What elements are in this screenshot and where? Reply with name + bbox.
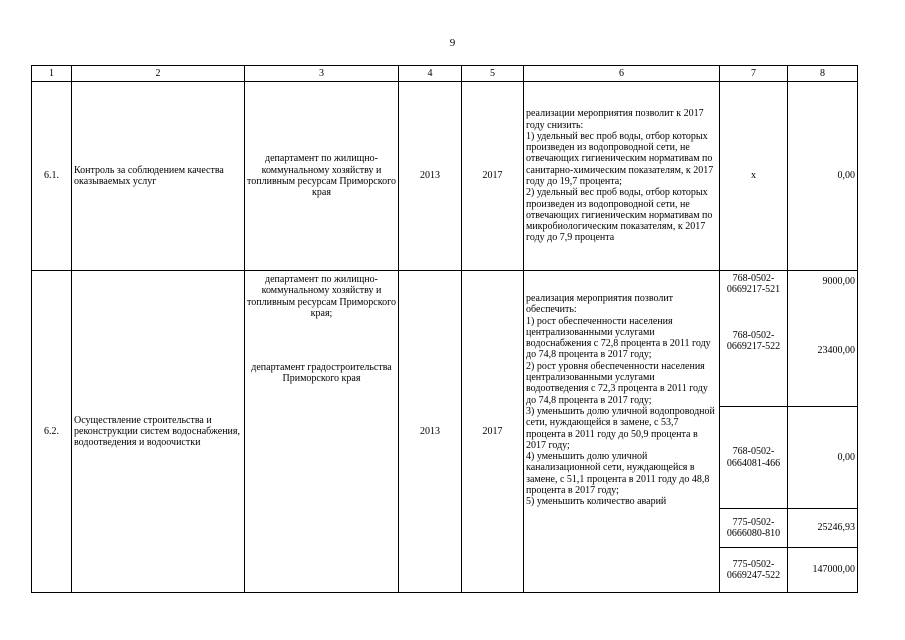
amount-b: 23400,00: [817, 345, 855, 357]
table-row: [32, 271, 858, 407]
table-row: [32, 82, 858, 271]
kbk-code: [720, 271, 788, 407]
header-cell: 2: [72, 66, 245, 82]
kbk-code: 768-0502-0664081-466: [720, 407, 788, 509]
executor: департамент по жилищно-коммунальному хозяйству и топливным ресурсам Приморского края: [245, 82, 399, 271]
header-cell: 7: [720, 66, 788, 82]
program-table: [31, 65, 858, 593]
expected-result: реализации мероприятия позволит к 2017 году снизить: 1) удельный вес проб воды, отбор которых произведен из водопроводной сети, не отвечающих гигиеническим нормативам по санитарно-химическим показателям, к 2017 году до 19,7 процента; 2) удельный вес проб воды, отбор которых произведен из водопроводной сети, не отвечающих гигиеническим нормативам по микробиологическим показателям, к 2017 году до 7,9 процента: [524, 82, 720, 271]
kbk-code: x: [720, 82, 788, 271]
header-cell: 5: [462, 66, 524, 82]
kbk-code: 775-0502-0666080-810: [720, 509, 788, 548]
header-cell: 3: [245, 66, 399, 82]
amount: 0,00: [788, 82, 858, 271]
executor-primary: департамент по жилищно-коммунальному хозяйству и топливным ресурсам Приморского края;: [247, 274, 396, 319]
amount: 147000,00: [788, 548, 858, 593]
end-year: 2017: [462, 82, 524, 271]
executor: [245, 271, 399, 593]
amount: 25246,93: [788, 509, 858, 548]
start-year: 2013: [399, 271, 462, 593]
kbk-code-a: 768-0502-0669217-521: [726, 273, 781, 296]
measure-name: Осуществление строительства и реконструкции систем водоснабжения, водоотведения и водоочистки: [72, 271, 245, 593]
header-cell: 4: [399, 66, 462, 82]
kbk-code: 775-0502-0669247-522: [720, 548, 788, 593]
amount: [788, 271, 858, 407]
header-cell: 8: [788, 66, 858, 82]
row-number: 6.2.: [32, 271, 72, 593]
kbk-code-b: 768-0502-0669217-522: [726, 329, 781, 352]
amount: 0,00: [788, 407, 858, 509]
expected-result: реализация мероприятия позволит обеспечить: 1) рост обеспеченности населения централизованными услугами водоснабжения с 72,8 процента в 2011 году до 74,8 процента в 2017 году; 2) рост уровня обеспеченности населения централизованными услугами водоотведения с 72,3 процента в 2011 году до 74,8 процента в 2017 году; 3) уменьшить долю уличной водопроводной сети, нуждающейся в замене, с 53,7 процента в 2011 году до 50,9 процента в 2017 году; 4) уменьшить долю уличной канализационной сети, нуждающейся в замене, с 51,1 процента в 2011 году до 48,8 процента в 2017 году; 5) уменьшить количество аварий: [524, 271, 720, 593]
header-cell: 1: [32, 66, 72, 82]
row-number: 6.1.: [32, 82, 72, 271]
end-year: 2017: [462, 271, 524, 593]
amount-a: 9000,00: [822, 276, 855, 287]
measure-name: Контроль за соблюдением качества оказываемых услуг: [72, 82, 245, 271]
executor-secondary: департамент градостроительства Приморского края: [251, 362, 392, 385]
header-cell: 6: [524, 66, 720, 82]
start-year: 2013: [399, 82, 462, 271]
page-number: 9: [449, 37, 456, 49]
header-row: [32, 66, 858, 82]
